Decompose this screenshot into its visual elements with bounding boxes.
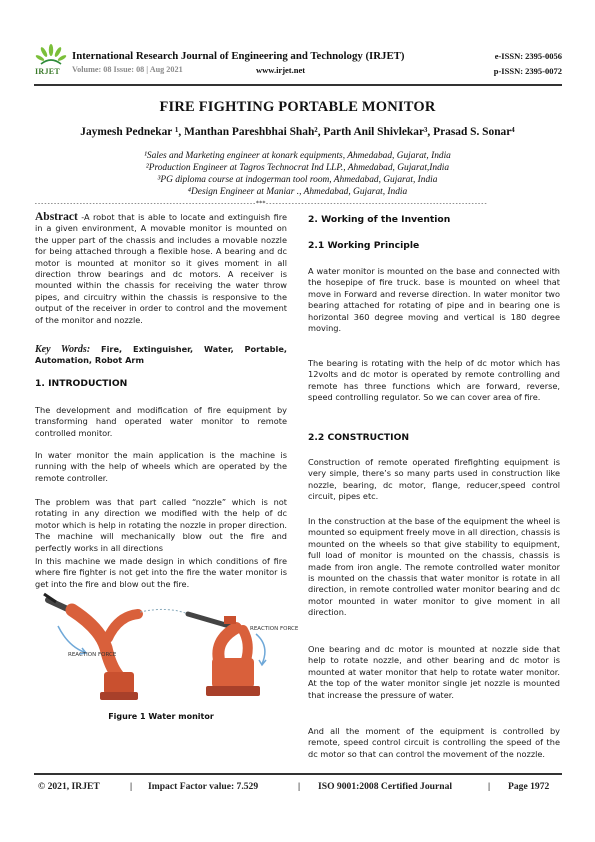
- irjet-logo: [34, 42, 68, 78]
- authors: Jaymesh Pednekar ¹, Manthan Pareshbhai Shah², Parth Anil Shivlekar³, Prasad S. Sonar⁴: [80, 126, 515, 138]
- section-separator: ---------------------------------------------------------------------***---------------------------------------------------------------------: [34, 200, 487, 207]
- construction-paragraph-3: One bearing and dc motor is mounted at nozzle side that help to rotate nozzle, and other bearing and dc motor is mounted at water monitor that help to rotate water monitor. At the top of the water monitor single jet nozzle is mounted that increase the pressure of water.: [308, 644, 560, 700]
- keywords-block: [35, 344, 287, 367]
- keywords-label: Key Words:: [35, 344, 91, 355]
- construction-paragraph-2: In the construction at the base of the equipment the wheel is mounted so equipment freely move in all direction, chassis is mounted on the wheels so that give stability to equipment, full load of monitor is mounted on the chassis, chassis is made from iron angle. The remote controlled water monitor is mounted on the chassis that water monitor is rotate in all direction, in remote controlled water monitor bearing and dc motor mounted in water monitor to give moment in all direction.: [308, 516, 560, 618]
- journal-title: International Research Journal of Engineering and Technology (IRJET): [72, 50, 405, 62]
- intro-paragraph-4: In this machine we made design in which conditions of fire where fire fighter is not get into the fire the water monitor is get into the fire and blow out the fire.: [35, 556, 287, 589]
- e-issn: e-ISSN: 2395-0056: [494, 51, 562, 61]
- affiliation-3: ³PG diploma course at indogerman tool room, Ahmedabad, Gujarat, India: [157, 175, 438, 185]
- affiliation-2: ²Production Engineer at Tagros Technocrat Ind LLP., Ahmedabad, Gujarat,India: [145, 163, 450, 173]
- footer-divider: |: [130, 781, 133, 792]
- footer-impact-factor: Impact Factor value: 7.529: [148, 781, 259, 792]
- figure-caption: Figure 1 Water monitor: [108, 712, 214, 721]
- footer-divider: |: [488, 781, 491, 792]
- footer-iso: ISO 9001:2008 Certified Journal: [318, 781, 453, 792]
- affiliation-4: ⁴Design Engineer at Maniar ., Ahmedabad, Gujarat, India: [187, 187, 408, 197]
- intro-paragraph-1: The development and modification of fire equipment by transforming hand operated water monitor to remote controlled monitor.: [35, 405, 287, 438]
- construction-paragraph-4: And all the moment of the equipment is controlled by remote, speed control circuit is controlling the speed of the dc motor so that can control the movement of the nozzle.: [308, 726, 560, 759]
- section2-heading: 2. Working of the Invention: [308, 214, 451, 225]
- intro-paragraph-2: In water monitor the main application is the machine is running with the help of wheels which are operated by the remote controller.: [35, 450, 287, 483]
- p-issn: p-ISSN: 2395-0072: [493, 66, 562, 76]
- intro-heading: 1. INTRODUCTION: [35, 378, 128, 389]
- construction-heading: 2.2 CONSTRUCTION: [308, 432, 410, 443]
- water-monitor-figure: [38, 586, 299, 704]
- intro-paragraph-3: The problem was that part called “nozzle” which is not rotating in any direction we modified with the help of dc motor which is help in rotating the nozzle in proper direction. The machine will mechanically blow out the fire and perfectly works in all directions: [35, 497, 287, 553]
- journal-header: [34, 42, 562, 82]
- working-principle-paragraph-2: The bearing is rotating with the help of dc motor which has 12volts and dc motor is operated by remote controlling and remote has three functions which are forward, reverse, speed controlling regulator. So we can cover area of fire.: [308, 358, 560, 403]
- left-monitor-drawing: [44, 594, 138, 700]
- abstract-text: -A robot that is able to locate and extinguish fire in a given environment, A movable monitor is mounted on the upper part of the chassis and includes a movable nozzle for being attached through a flexible hose. A bearing and dc motor is mounted at monitor so it gives moment in all direction throw bearings and dc motors. A receiver is mounted within the chassis for receiving the water throw pipes, and circuitry within the chassis is responsive to the output of the receiver in order to control and the movement of the monitor and nozzle.: [35, 212, 287, 325]
- abstract-block: [35, 212, 287, 326]
- reaction-force-label-left: REACTION FORCE: [68, 652, 117, 658]
- affiliation-1: ¹Sales and Marketing engineer at konark equipments, Ahmedabad, Gujarat, India: [144, 151, 451, 161]
- journal-website-link[interactable]: www.irjet.net: [256, 65, 306, 75]
- working-principle-paragraph-1: A water monitor is mounted on the base and connected with the hosepipe of fire truck. base is mounted on wheel that move in Forward and reverse direction. In water monitor two bearing attached for rotating of pipe and in bearing one is horizontal 360 degree moving and vertical is 180 degree moving.: [308, 266, 560, 334]
- issue-info: Volume: 08 Issue: 08 | Aug 2021: [72, 65, 183, 74]
- footer-page-number: Page 1972: [508, 781, 550, 792]
- header-rule: [34, 84, 562, 86]
- construction-paragraph-1: Construction of remote operated firefighting equipment is very simple, there’s so many parts used in construction like nozzle, bearing, dc motor, flange, reducer,speed control circuit, pipes etc.: [308, 457, 560, 502]
- keywords-text: Fire, Extinguisher, Water, Portable, Automation, Robot Arm: [35, 344, 287, 366]
- working-principle-heading: 2.1 Working Principle: [308, 240, 420, 251]
- logo-text: IRJET: [35, 67, 61, 76]
- reaction-force-label-right: REACTION FORCE: [250, 626, 299, 632]
- footer-rule: [34, 773, 562, 775]
- footer-divider: |: [298, 781, 301, 792]
- abstract-label: Abstract: [35, 211, 78, 223]
- paper-title: FIRE FIGHTING PORTABLE MONITOR: [159, 99, 436, 115]
- footer-copyright: © 2021, IRJET: [38, 781, 100, 792]
